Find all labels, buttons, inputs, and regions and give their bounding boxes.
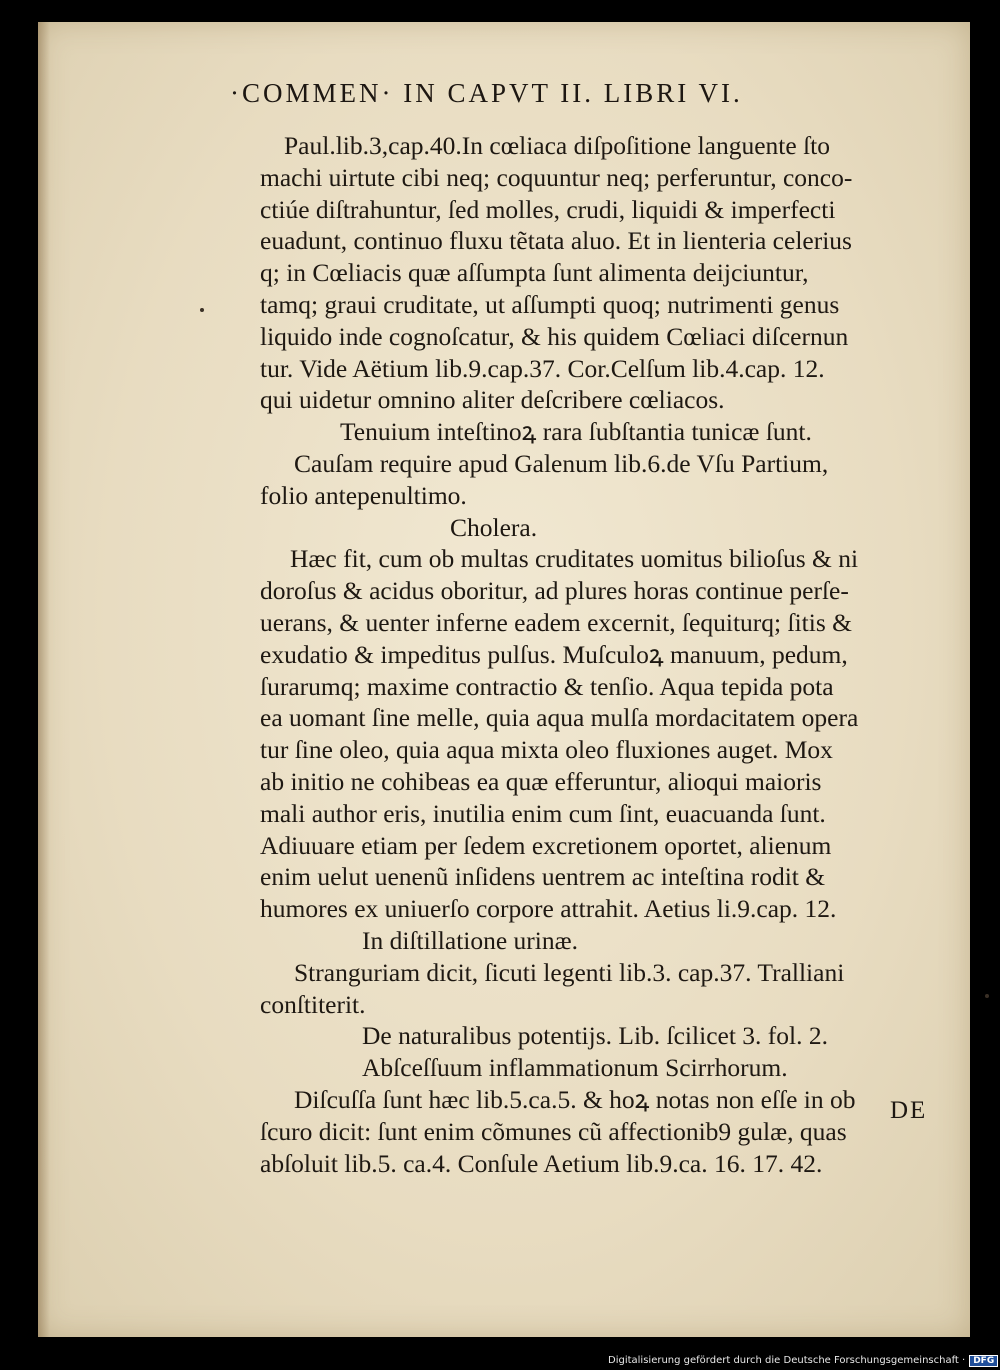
heading-potentijs: De naturalibus potentijs. Lib. ſcilicet 3. fol. 2.	[362, 1021, 828, 1051]
main-text	[222, 130, 922, 1179]
text-line: Stranguriam dicit, ſicuti legenti lib.3. cap.37. Tralliani	[294, 957, 845, 987]
text-line: humores ex uniuerſo corpore attrahit. Aetius li.9.cap. 12.	[260, 894, 837, 924]
heading-distillatione: In diſtillatione urinæ.	[362, 925, 579, 955]
text-line: abſoluit lib.5. ca.4. Conſule Aetium lib.9.ca. 16. 17. 42.	[260, 1148, 823, 1178]
digitization-footer	[608, 1355, 998, 1367]
text-line: ſurarumq; maxime contractio & tenſio. Aqua tepida pota	[260, 671, 834, 701]
text-line: conſtiterit.	[260, 989, 366, 1019]
text-line: ab initio ne cohibeas ea quæ efferuntur, alioqui maioris	[260, 766, 822, 796]
dfg-logo: DFG	[969, 1355, 998, 1367]
footer-text: Digitalisierung gefördert durch die Deutsche Forschungsgemeinschaft ·	[608, 1355, 966, 1366]
text-line: ſcuro dicit: ſunt enim cõmunes cũ affectionib9 gulæ, quas	[260, 1116, 847, 1146]
text-line: uerans, & uenter inferne eadem excernit, ſequiturq; ſitis &	[260, 607, 852, 637]
text-line: Paul.lib.3,cap.40.In cœliaca diſpoſitione languente ſto	[284, 131, 830, 160]
text-line: exudatio & impeditus pulſus. Muſculoꝝ manuum, pedum,	[260, 639, 848, 669]
text-line: machi uirtute cibi neq; coquuntur neq; perferuntur, conco-	[260, 162, 853, 192]
text-line: q; in Cœliacis quæ aſſumpta ſunt alimenta deijciuntur,	[260, 258, 809, 288]
running-header: ·COMMEN· IN CAPVT II. LIBRI VI.	[230, 78, 743, 108]
text-line: ea uomant ſine melle, quia aqua mulſa mordacitatem opera	[260, 703, 859, 733]
text-line: liquido inde cognoſcatur, & his quidem Cœliaci diſcernun	[260, 321, 849, 351]
text-line: mali author eris, inutilia enim cum ſint, euacuanda ſunt.	[260, 798, 826, 828]
text-line: enim uelut uenenũ inſidens uentrem ac inteſtina rodit &	[260, 862, 826, 892]
heading-abscessuum: Abſceſſuum inflammationum Scirrhorum.	[362, 1053, 788, 1083]
text-line: ctiúe diſtrahuntur, ſed molles, crudi, liquidi & imperfecti	[260, 194, 836, 224]
text-line: tamq; graui cruditate, ut aſſumpti quoq; nutrimenti genus	[260, 289, 840, 319]
text-line: Adiuuare etiam per ſedem excretionem oportet, alienum	[260, 830, 832, 860]
catchword: DE	[890, 1097, 928, 1124]
margin-mark	[200, 308, 204, 312]
text-line: tur ſine oleo, quia aqua mixta oleo fluxiones auget. Mox	[260, 735, 833, 765]
heading-cholera: Cholera.	[450, 512, 538, 542]
text-line: euadunt, continuo fluxu tẽtata aluo. Et in lienteria celerius	[260, 226, 852, 256]
text-line: Hæc fit, cum ob multas cruditates uomitus bilioſus & ni	[290, 544, 859, 574]
text-line: qui uidetur omnino aliter deſcribere cœliacos.	[260, 385, 725, 415]
text-line: Cauſam require apud Galenum lib.6.de Vſu Partium,	[294, 448, 829, 478]
text-line: tur. Vide Aëtium lib.9.cap.37. Cor.Celſum lib.4.cap. 12.	[260, 353, 825, 383]
text-line: folio antepenultimo.	[260, 480, 467, 510]
margin-mark	[985, 994, 989, 998]
text-line: doroſus & acidus oboritur, ad plures horas continue perſe-	[260, 576, 849, 606]
heading-tenuium: Tenuium inteſtinoꝝ rara ſubſtantia tunicæ ſunt.	[340, 417, 812, 447]
text-line: Diſcuſſa ſunt hæc lib.5.ca.5. & hoꝝ notas non eſſe in ob	[294, 1084, 856, 1114]
page-gutter-shadow	[38, 22, 50, 1337]
